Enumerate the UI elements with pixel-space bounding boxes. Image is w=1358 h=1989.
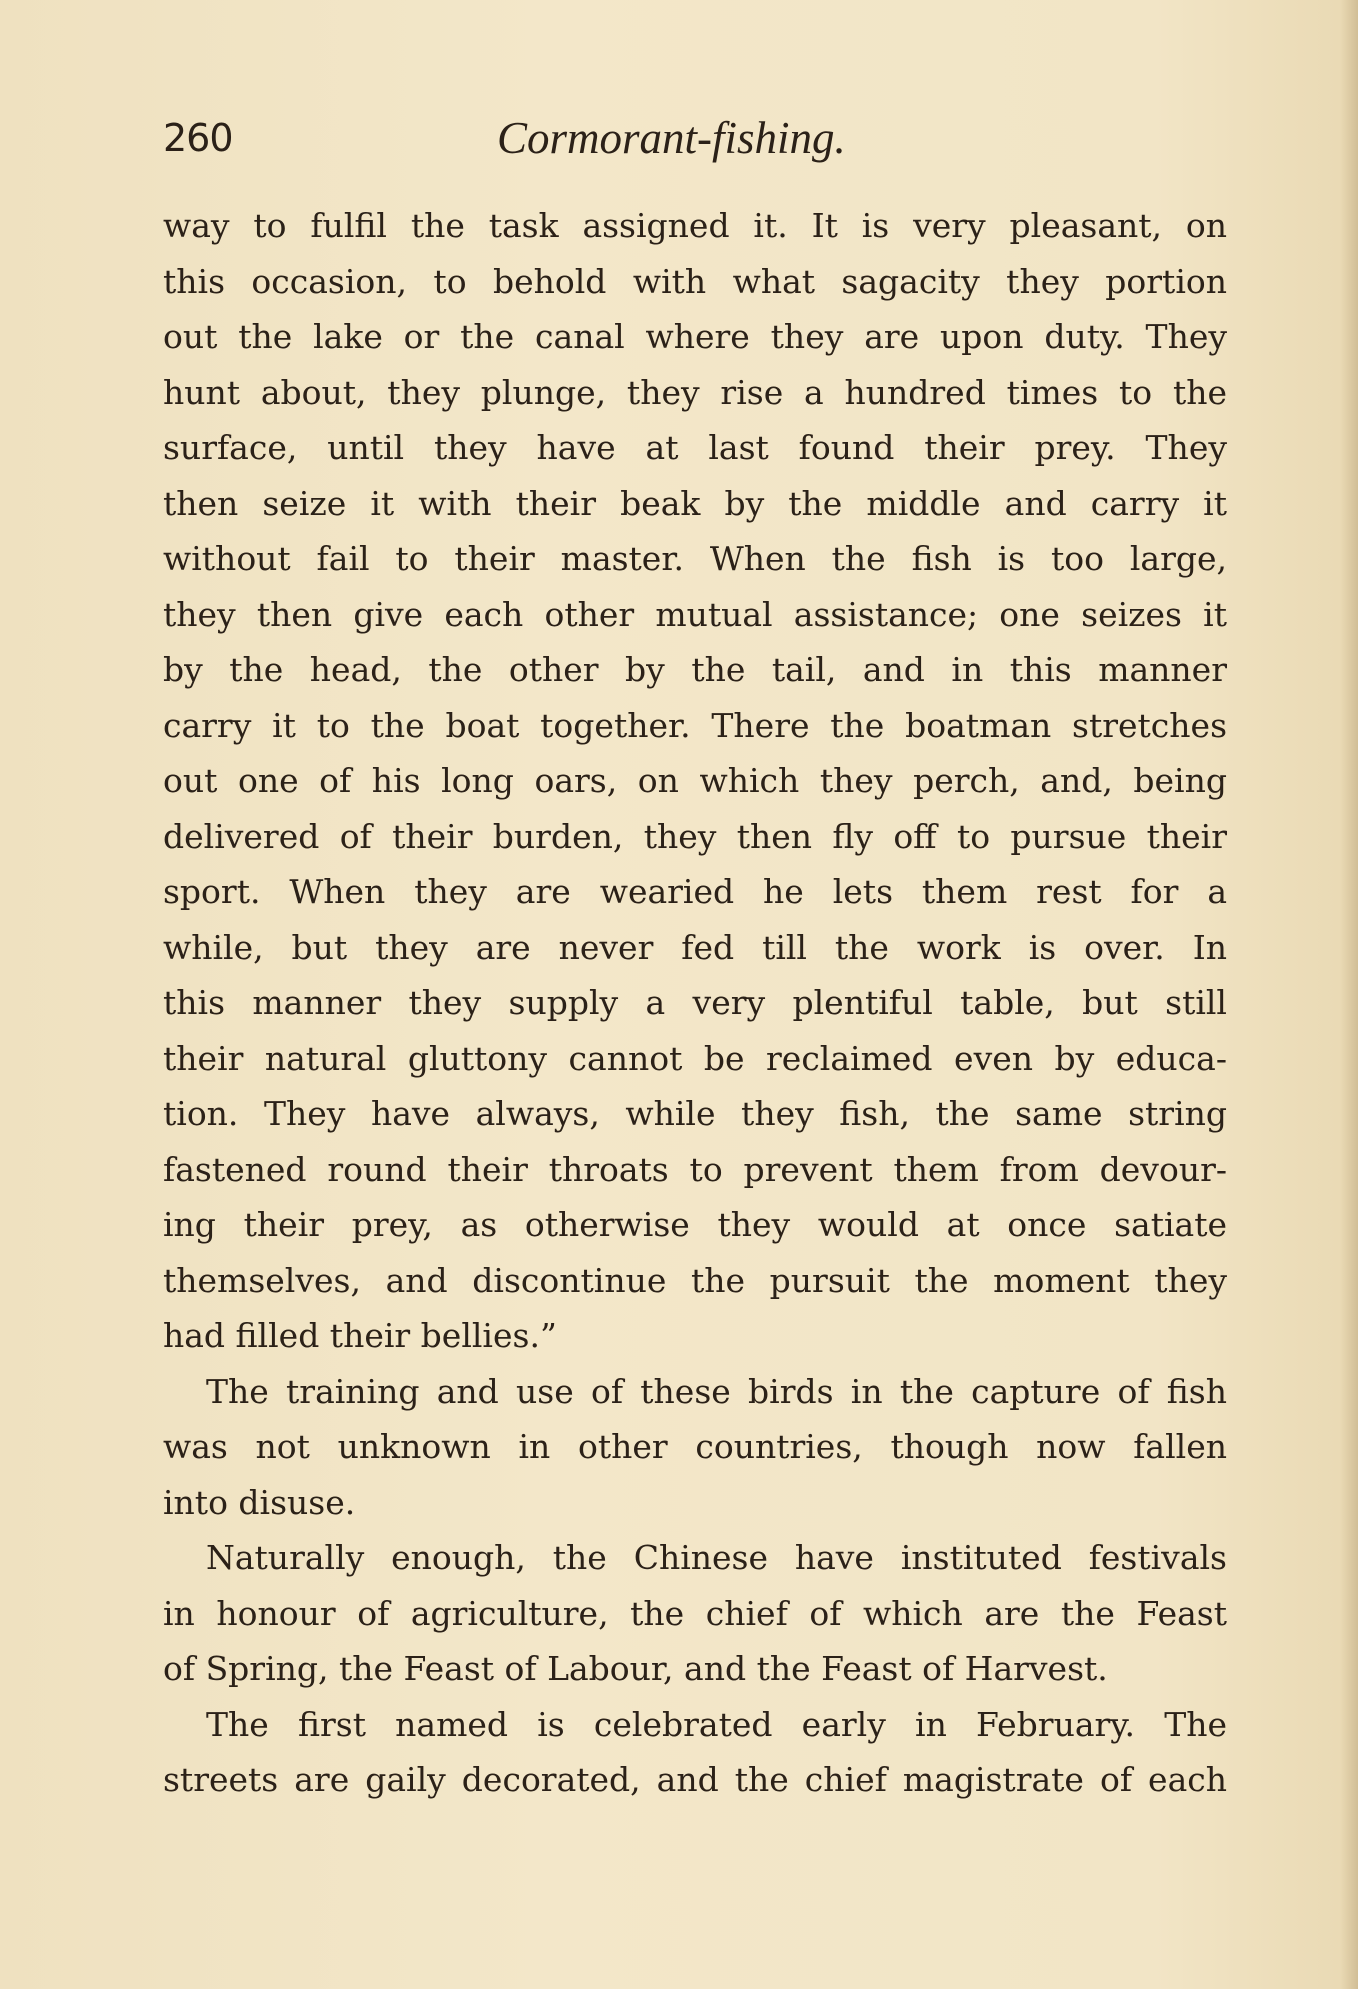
text-line: tion. They have always, while they fish, the same string — [163, 1094, 1227, 1133]
text-line: this occasion, to behold with what sagacity they portion — [163, 261, 1227, 301]
text-line: fastened round their throats to prevent them from devour- — [163, 1149, 1227, 1189]
text-line: then seize it with their beak by the middle and carry it — [163, 483, 1227, 523]
text-line: streets are gaily decorated, and the chief magistrate of each — [163, 1760, 1227, 1799]
text-line: way to fulfil the task assigned it. It is very pleasant, on — [163, 206, 1227, 245]
text-line: The training and use of these birds in the capture of fish — [206, 1371, 1227, 1411]
page-header — [163, 112, 1233, 172]
text-line: ing their prey, as otherwise they would at once satiate — [163, 1205, 1227, 1244]
running-title: Cormorant-fishing. — [497, 113, 846, 163]
page-number: 260 — [163, 116, 233, 160]
text-line: into disuse. — [163, 1482, 356, 1522]
text-line: this manner they supply a very plentiful table, but still — [163, 983, 1227, 1022]
text-line: while, but they are never fed till the work is over. In — [163, 927, 1227, 967]
text-line: in honour of agriculture, the chief of which are the Feast — [163, 1593, 1227, 1633]
text-line: out one of his long oars, on which they perch, and, being — [163, 761, 1227, 800]
text-line: carry it to the boat together. There the boatman stretches — [163, 705, 1227, 745]
text-line: surface, until they have at last found their prey. They — [163, 428, 1227, 467]
text-line: had filled their bellies.” — [163, 1316, 557, 1355]
text-line: was not unknown in other countries, though now fallen — [163, 1427, 1227, 1466]
text-line: The first named is celebrated early in February. The — [206, 1704, 1227, 1744]
text-line: by the head, the other by the tail, and in this manner — [163, 650, 1227, 689]
text-line: out the lake or the canal where they are upon duty. They — [163, 317, 1227, 356]
text-line: of Spring, the Feast of Labour, and the Feast of Harvest. — [163, 1649, 1108, 1688]
text-line: themselves, and discontinue the pursuit the moment they — [163, 1260, 1227, 1300]
text-line: they then give each other mutual assistance; one seizes it — [163, 594, 1227, 634]
text-line: sport. When they are wearied he lets them rest for a — [163, 872, 1227, 911]
page-edge-shadow — [1340, 0, 1358, 1989]
text-line: their natural gluttony cannot be reclaimed even by educa- — [163, 1038, 1227, 1078]
text-line: hunt about, they plunge, they rise a hundred times to the — [163, 372, 1227, 412]
text-line: without fail to their master. When the fish is too large, — [163, 539, 1227, 578]
text-line: Naturally enough, the Chinese have instituted festivals — [206, 1538, 1227, 1577]
text-line: delivered of their burden, they then fly off to pursue their — [163, 816, 1227, 856]
body-text — [163, 198, 1227, 1808]
